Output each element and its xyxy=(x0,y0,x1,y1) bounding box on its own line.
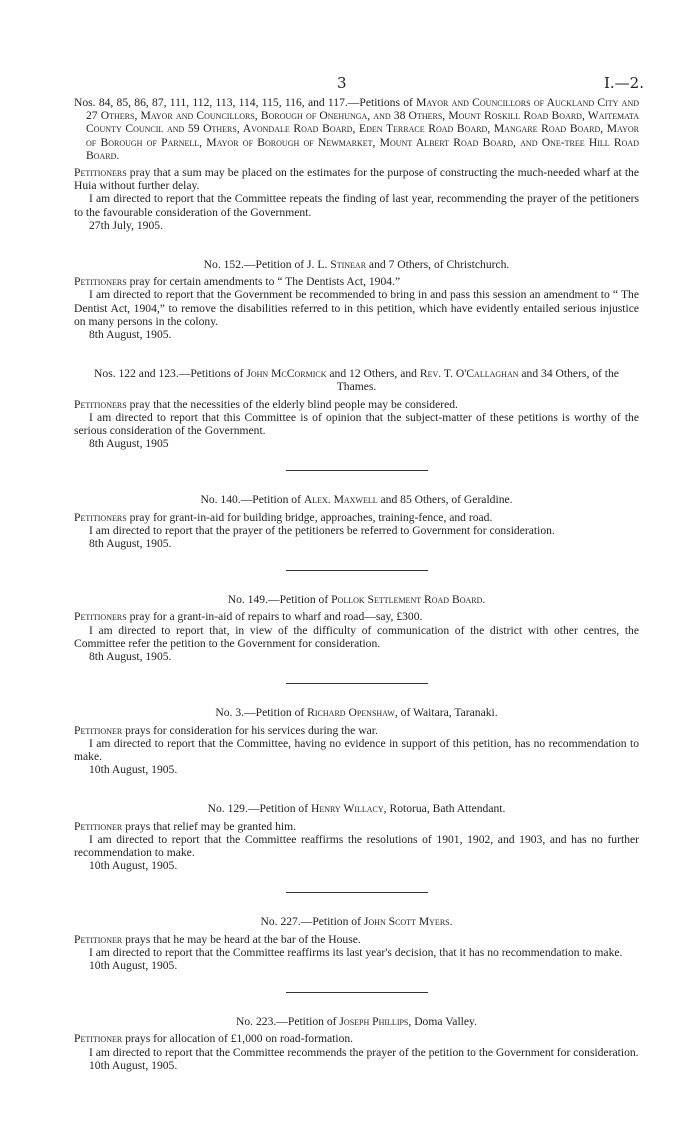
petition-heading: No. 129.—Petition of Henry Willacy, Rotorua, Bath Attendant. xyxy=(207,802,506,816)
petition-heading: No. 152.—Petition of J. L. Stinear and 7 Others, of Christchurch. xyxy=(203,258,510,272)
petition-entry-stinear xyxy=(74,258,639,341)
petitioner-names: Mayor and Councillors of Auckland City and 27 Others, Mayor and Councillors, Borough of Onehunga, and 38 Others, Mount Roskill Road Board, Waitemata County Council and 59 Others, Avondale Road Board, Eden Terrace Road Board, Mangare Road Board, Mayor of Borough of Parnell, Mayor of Borough of Newmarket, Mount Albert Road Board, and One-tree Hill Road Board. xyxy=(86,96,640,162)
petition-heading: No. 227.—Petition of John Scott Myers. xyxy=(260,915,453,929)
petition-entry-willacy xyxy=(74,802,639,872)
petition-heading: No. 140.—Petition of Alex. Maxwell and 85 Others, of Geraldine. xyxy=(200,493,513,507)
committee-report: I am directed to report that this Committee is of opinion that the subject-matter of these petitions is worthy of the serious consideration of the Government. xyxy=(74,410,639,438)
report-date: 27th July, 1905. xyxy=(89,218,163,232)
section-divider xyxy=(286,570,428,571)
section-divider xyxy=(286,892,428,893)
report-date: 10th August, 1905. xyxy=(89,958,178,972)
report-date: 10th August, 1905. xyxy=(89,859,178,873)
page-number: 3 xyxy=(337,74,347,92)
petition-prayer: Petitioners pray that the necessities of the elderly blind people may be considered. xyxy=(74,397,458,411)
petition-entry-mccormick xyxy=(74,367,639,450)
committee-report: I am directed to report that the Committee repeats the finding of last year, recommending the prayer of the petitioners to the favourable consideration of the Government. xyxy=(74,192,639,219)
petition-prayer: Petitioners pray that a sum may be placed on the estimates for the purpose of constructing the much-needed wharf at the Huia without further delay. xyxy=(74,166,639,193)
committee-report: I am directed to report that the prayer of the petitioners be referred to Government for consideration. xyxy=(89,523,555,537)
committee-report: I am directed to report that the Committee recommends the prayer of the petition to the Government for consideration. xyxy=(89,1045,639,1059)
petition-prayer: Petitioners pray for grant-in-aid for building bridge, approaches, training-fence, and road. xyxy=(74,510,493,524)
section-divider xyxy=(286,470,428,471)
petition-heading: No. 223.—Petition of Joseph Phillips, Doma Valley. xyxy=(236,1015,477,1029)
petition-heading: No. 149.—Petition of Pollok Settlement Road Board. xyxy=(227,593,486,607)
petition-heading: Nos. 84, 85, 86, 87, 111, 112, 113, 114, 115, 116, and 117.—Petitions of Mayor and Councillors of Auckland City and 27 Others, Mayor and Councillors, Borough of Onehunga, and 38 Others, Mount Roskill Road Board, Waitemata County Council and 59 Others, Avondale Road Board, Eden Terrace Road Board, Mangare Road Board, Mayor of Borough of Parnell, Mayor of Borough of Newmarket, Mount Albert Road Board, and One-tree Hill Road Board. xyxy=(74,96,640,162)
entry-gap xyxy=(74,776,639,802)
petition-prayer: Petitioner prays that relief may be granted him. xyxy=(74,819,297,833)
committee-report: I am directed to report that the Government be recommended to bring in and pass this session an amendment to “ The Dentist Act, 1904,” to remove the disabilities referred to in this petition, which have evidently entailed serious injustice on many persons in the colony. xyxy=(74,288,639,328)
petition-prayer: Petitioner prays for allocation of £1,000 on road-formation. xyxy=(74,1032,354,1046)
petition-heading: No. 3.—Petition of Richard Openshaw, of Waitara, Taranaki. xyxy=(215,706,498,720)
petitions-report-body xyxy=(74,96,639,1072)
petition-entry-phillips xyxy=(74,1015,639,1072)
committee-report: I am directed to report that the Committee, having no evidence in support of this petition, has no recommendation to make. xyxy=(74,736,639,763)
petition-prayer: Petitioners pray for certain amendments to “ The Dentists Act, 1904.” xyxy=(74,275,401,289)
petition-entry-wharf-huia xyxy=(74,96,639,232)
report-date: 8th August, 1905. xyxy=(89,650,172,664)
report-date: 8th August, 1905. xyxy=(89,537,172,551)
entry-gap xyxy=(74,232,639,258)
petition-heading: Nos. 122 and 123.—Petitions of John McCormick and 12 Others, and Rev. T. O'Callaghan and 34 Others, of the Thames. xyxy=(94,367,619,394)
report-date: 8th August, 1905. xyxy=(89,328,172,342)
parliamentary-paper-reference: I.—2. xyxy=(603,74,644,92)
petition-entry-openshaw xyxy=(74,706,639,776)
section-divider xyxy=(286,683,428,684)
report-date: 10th August, 1905. xyxy=(89,763,178,777)
committee-report: I am directed to report that, in view of the difficulty of communication of the district with other centres, the Committee refer the petition to the Government for consideration. xyxy=(74,623,639,650)
petition-entry-myers xyxy=(74,915,639,972)
report-date: 10th August, 1905. xyxy=(89,1058,178,1072)
entry-gap xyxy=(74,341,639,367)
report-date: 8th August, 1905 xyxy=(89,437,169,451)
petition-prayer: Petitioner prays for consideration for his services during the war. xyxy=(74,723,378,737)
petition-entry-pollok xyxy=(74,593,639,663)
petition-prayer: Petitioners pray for a grant-in-aid of repairs to wharf and road—say, £300. xyxy=(74,610,423,624)
petition-prayer: Petitioner prays that he may be heard at the bar of the House. xyxy=(74,932,361,946)
committee-report: I am directed to report that the Committee reaffirms its last year's decision, that it has no recommendation to make. xyxy=(89,945,623,959)
section-divider xyxy=(286,992,428,993)
committee-report: I am directed to report that the Committee reaffirms the resolutions of 1901, 1902, and 1903, and has no further recommendation to make. xyxy=(74,832,639,859)
petition-entry-maxwell xyxy=(74,493,639,550)
